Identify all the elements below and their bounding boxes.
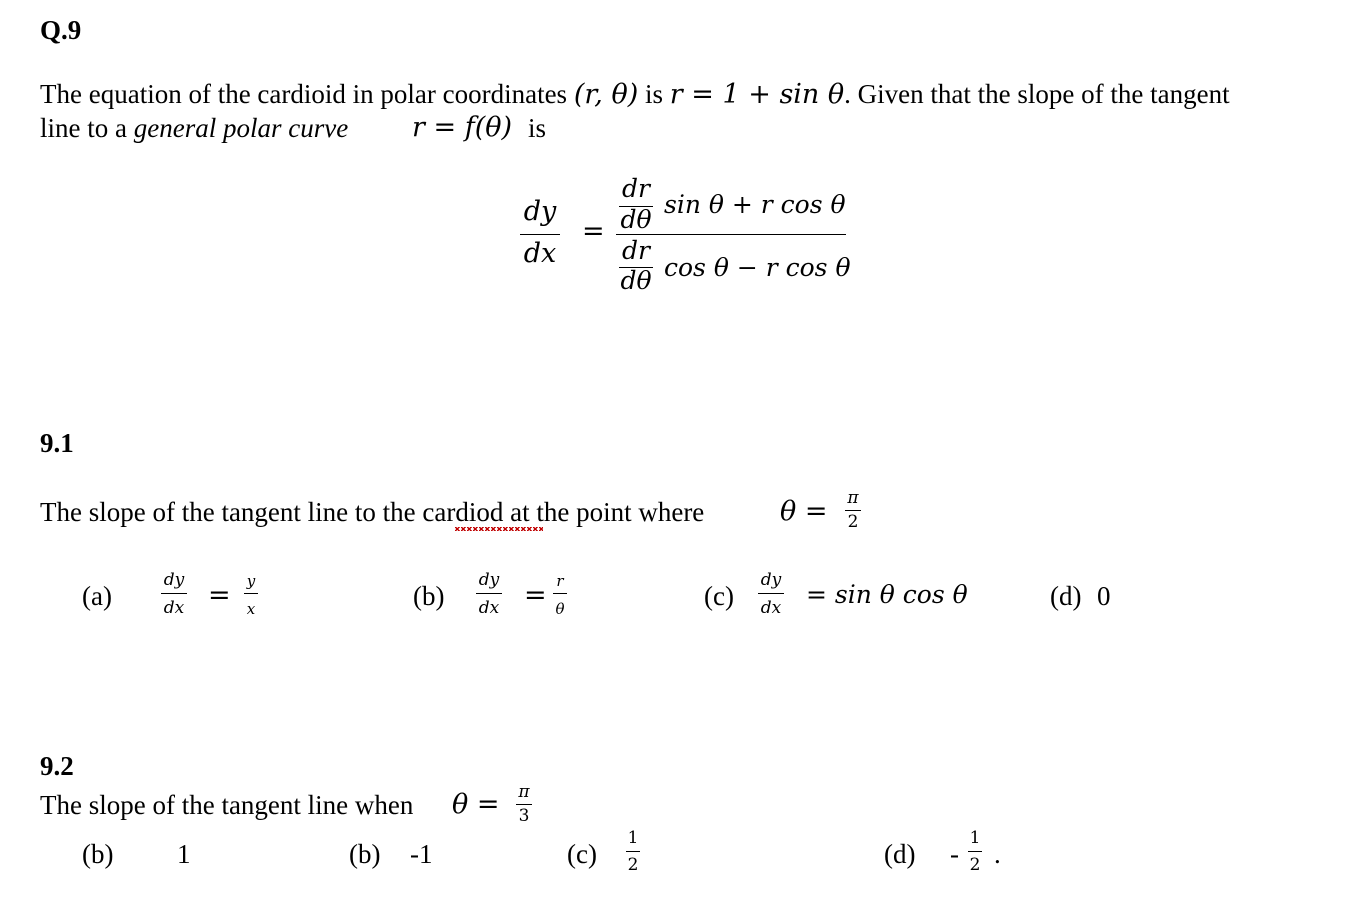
formula-den-dr: dr — [622, 236, 650, 265]
option-b-num: dy — [478, 570, 500, 590]
part2-option-d-sign: - — [950, 839, 959, 869]
intro-text-3: . Given that the slope of the tangent — [844, 79, 1230, 109]
part2-option-c-label: (c) — [567, 839, 597, 869]
option-b-bar — [476, 593, 502, 594]
part2-option-a-label: (b) — [82, 839, 114, 869]
formula-lhs-numerator: dy — [523, 196, 557, 227]
part2-theta-den: 3 — [518, 806, 530, 826]
question-number: Q.9 — [40, 15, 82, 45]
option-a-rnum: y — [246, 572, 256, 590]
part2-option-b-label: (b) — [349, 839, 381, 869]
part2-option-b-value: -1 — [410, 839, 433, 869]
option-c-label: (c) — [704, 581, 734, 611]
polar-coords: (r, θ) — [573, 79, 639, 110]
option-c-den: dx — [760, 598, 782, 618]
option-a-eq: = — [208, 580, 231, 611]
intro-text-1: The equation of the cardioid in polar coordinates — [40, 79, 574, 109]
part2-theta-num: π — [518, 782, 530, 802]
option-a-rden: x — [246, 600, 256, 618]
intro-text-2: is — [638, 79, 670, 109]
formula-numerator-rest: sin θ + r cos θ — [664, 190, 846, 219]
part2-prompt: The slope of the tangent line when — [40, 790, 414, 820]
option-a-den: dx — [163, 598, 185, 618]
part2-option-d-bar — [968, 851, 982, 852]
part2-option-c-num: 1 — [627, 828, 639, 848]
part1-prompt-text: The slope of the tangent line to the — [40, 497, 423, 527]
option-a-rbar — [244, 593, 258, 594]
part1-theta-eq: θ = — [780, 496, 828, 527]
formula-denominator-rest: cos θ − r cos θ — [664, 253, 851, 282]
option-c-rhs: = sin θ cos θ — [806, 580, 968, 609]
spellcheck-underline — [455, 527, 543, 531]
part1-prompt-rest: at the point where — [503, 497, 705, 527]
formula-num-dr: dr — [622, 174, 650, 203]
option-d-label: (d) — [1050, 581, 1082, 611]
part1-theta-num: π — [847, 488, 859, 508]
part2-option-a-value: 1 — [177, 839, 191, 869]
part2-number: 9.2 — [40, 751, 74, 781]
part1-number: 9.1 — [40, 428, 74, 458]
cardioid-equation: r = 1 + sin θ — [669, 79, 845, 110]
option-b-label: (b) — [413, 581, 445, 611]
option-d-value: 0 — [1097, 581, 1111, 611]
option-b-rden: θ — [555, 600, 565, 618]
part2-option-d-label: (d) — [884, 839, 916, 869]
formula-den-dtheta: dθ — [620, 266, 652, 295]
option-b-rbar — [553, 593, 567, 594]
formula-lhs-denominator: dx — [523, 238, 557, 269]
formula-num-dtheta: dθ — [620, 205, 652, 234]
option-c-bar — [758, 593, 784, 594]
intro-line-1 — [40, 78, 1230, 111]
option-a-label: (a) — [82, 581, 112, 611]
formula-lhs-bar — [520, 234, 560, 235]
part1-cardiod-word: cardiod — [422, 497, 504, 527]
part2-theta-eq: θ = — [452, 789, 500, 820]
intro-line-2 — [40, 112, 348, 144]
option-b-eq: = — [524, 580, 547, 611]
intro-text-4: line to a — [40, 113, 134, 143]
option-a-bar — [161, 593, 187, 594]
part2-option-c-bar — [626, 851, 640, 852]
part2-option-d-trail: . — [994, 839, 1001, 869]
part1-prompt — [40, 496, 704, 528]
part2-option-d-den: 2 — [969, 855, 981, 875]
option-a-num: dy — [163, 570, 185, 590]
option-c-num: dy — [760, 570, 782, 590]
general-curve-equation: r = f(θ) — [412, 112, 513, 143]
intro-text-5: is — [528, 113, 547, 143]
part2-option-d-num: 1 — [969, 828, 981, 848]
formula-equals: = — [582, 216, 605, 247]
part1-theta-bar — [845, 510, 861, 511]
part2-option-c-den: 2 — [627, 855, 639, 875]
option-b-den: dx — [478, 598, 500, 618]
option-b-rnum: r — [556, 572, 564, 590]
part1-theta-den: 2 — [847, 512, 859, 532]
general-curve-text: general polar curve — [133, 113, 349, 143]
part2-theta-bar — [516, 804, 532, 805]
